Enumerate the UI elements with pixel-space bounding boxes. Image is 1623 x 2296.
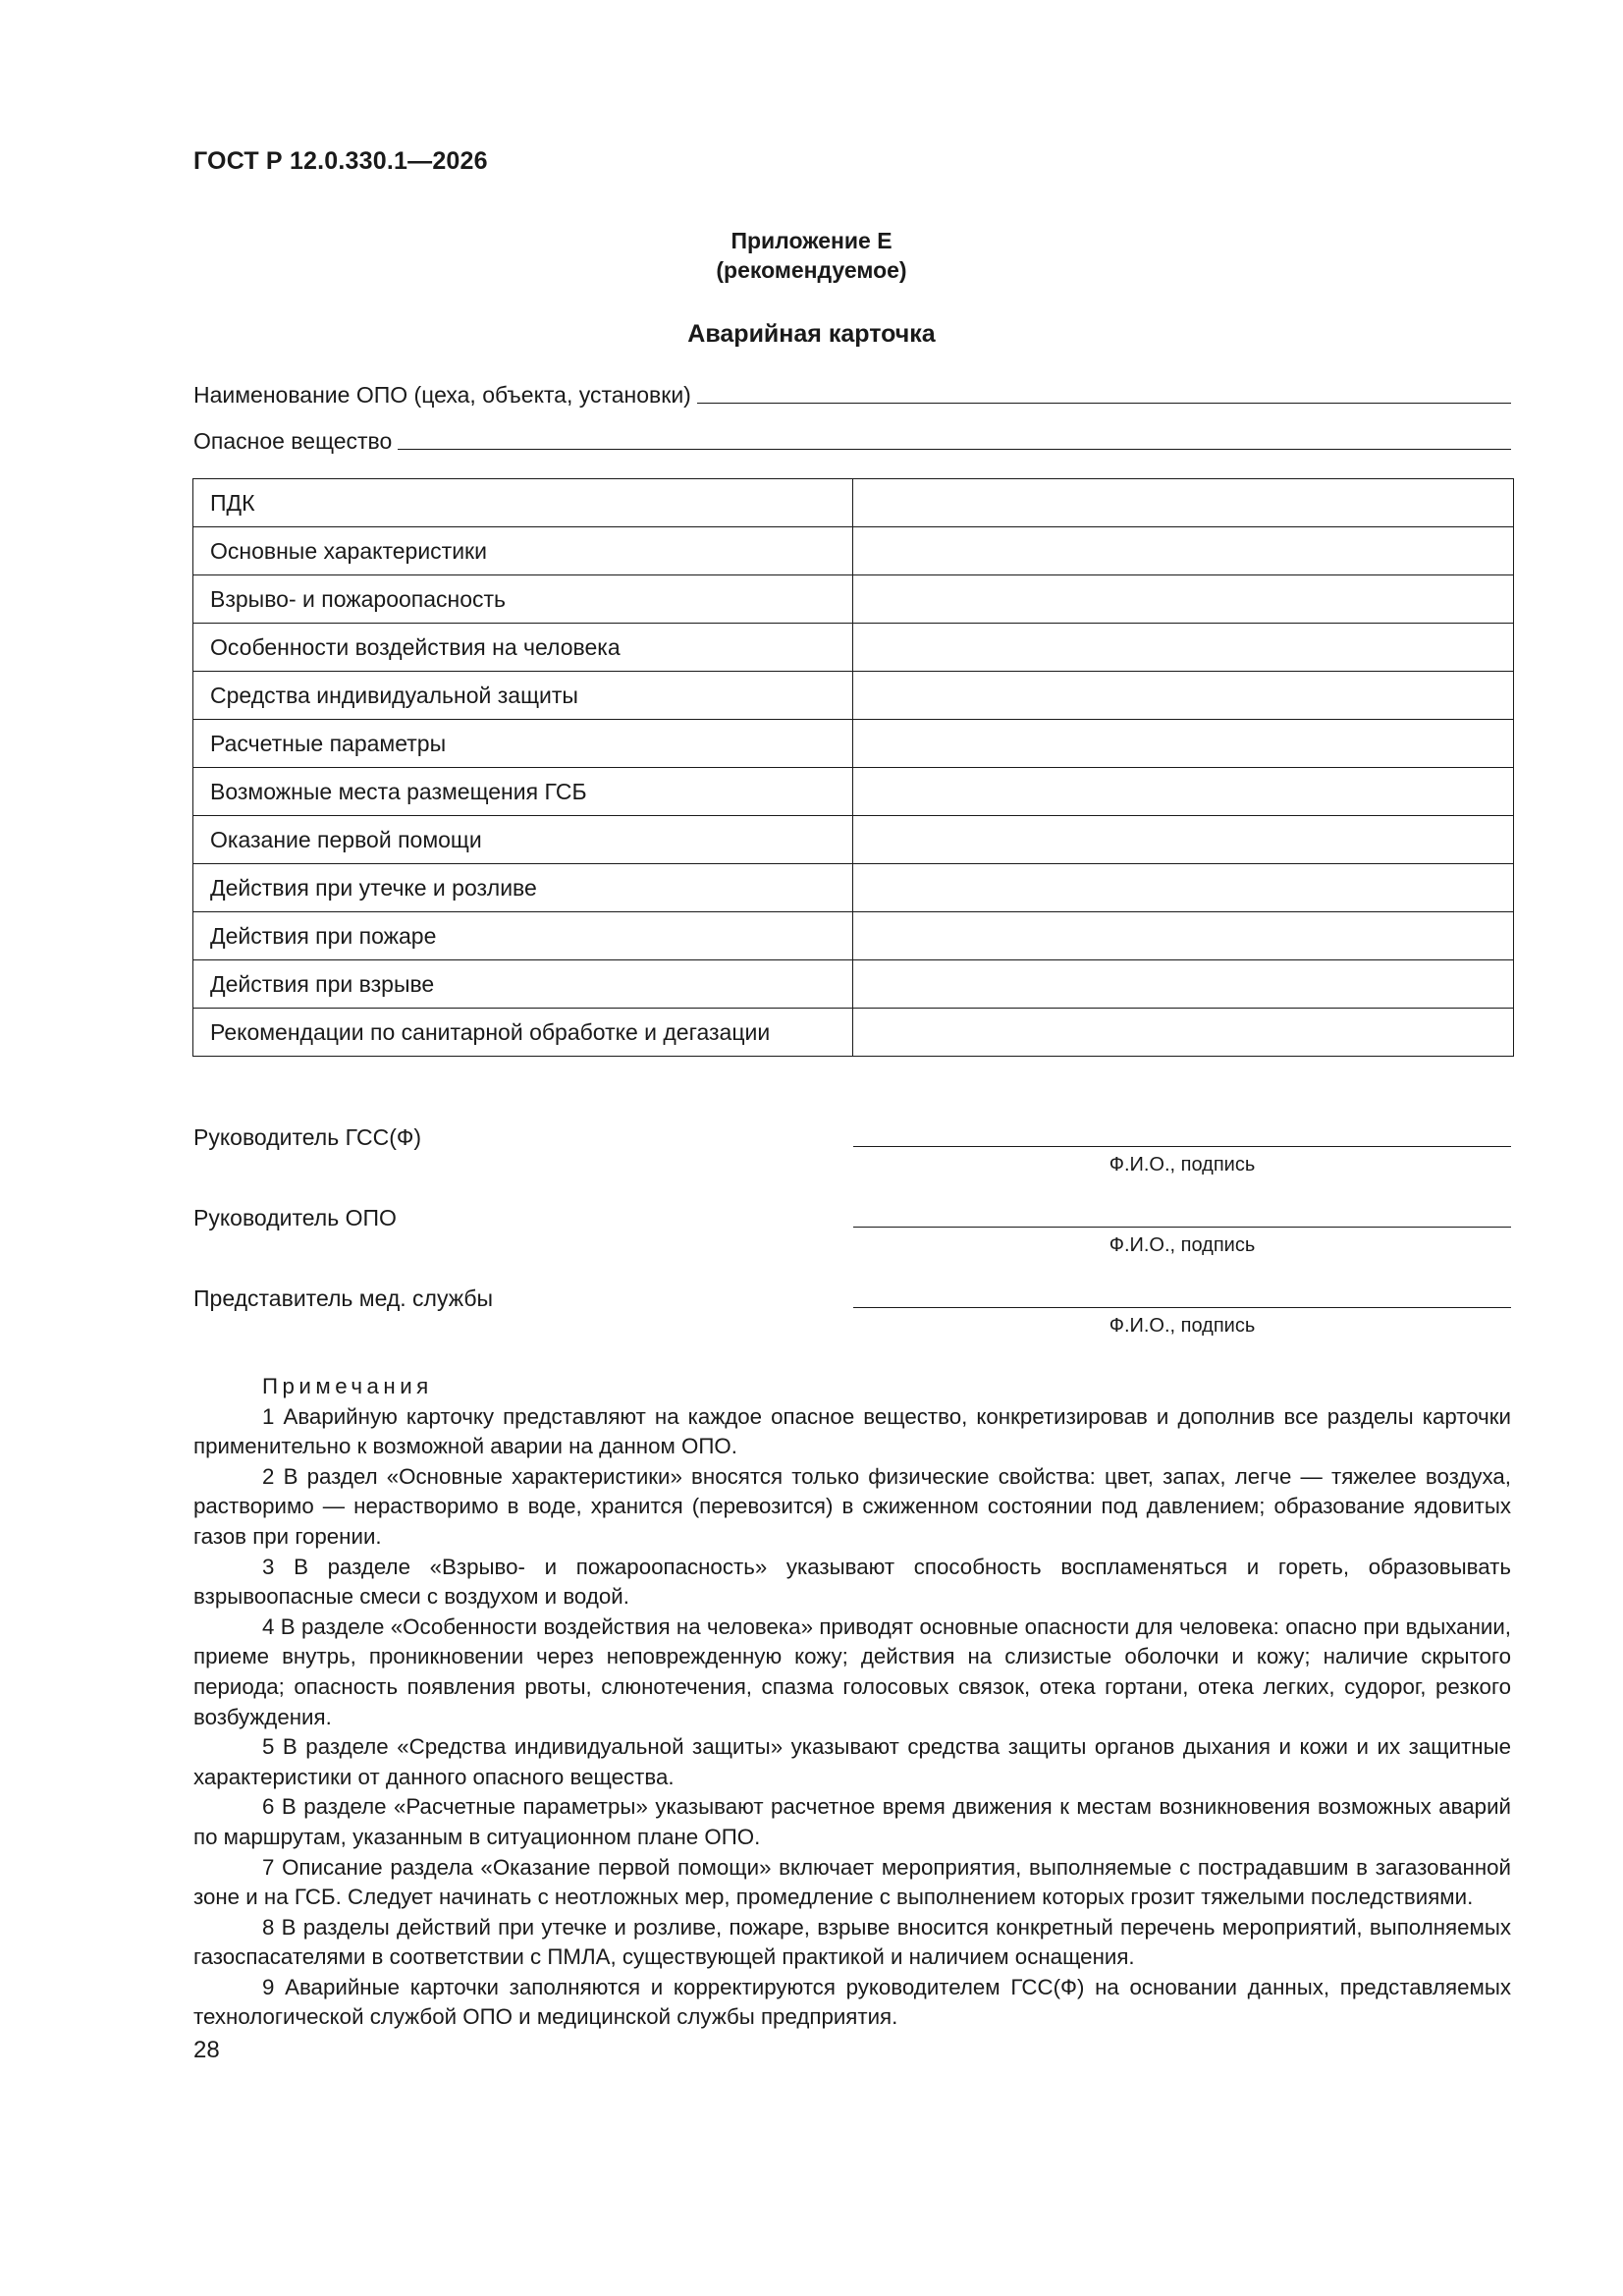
row-value-cell [853, 575, 1514, 624]
signature-label: Руководитель ОПО [193, 1205, 397, 1230]
table-row [193, 1009, 1514, 1057]
row-label: Основные характеристики [193, 527, 853, 575]
note-item: 2 В раздел «Основные характеристики» вносятся только физические свойства: цвет, запах, легче — тяжелее воздуха, растворимо — нерастворимо в воде, хранится (перевозится) в сжиженном состоянии под давлением; образование ядовитых газов при горении. [193, 1463, 1511, 1549]
note-item: 7 Описание раздела «Оказание первой помощи» включает мероприятия, выполняемые с пострадавшим в загазованной зоне и на ГСБ. Следует начинать с неотложных мер, промедление с выполнением которых грозит тяжелыми последствиями. [193, 1854, 1511, 1910]
signature-line [853, 1227, 1511, 1228]
table-row [193, 624, 1514, 672]
signature-label: Руководитель ГСС(Ф) [193, 1124, 422, 1150]
row-value-cell [853, 672, 1514, 720]
table-row [193, 575, 1514, 624]
card-title: Аварийная карточка [687, 320, 936, 348]
note-item: 6 В разделе «Расчетные параметры» указывают расчетное время движения к местам возникновения возможных аварий по маршрутам, указанным в ситуационном плане ОПО. [193, 1794, 1511, 1849]
row-label: Средства индивидуальной защиты [193, 672, 853, 720]
table-row [193, 479, 1514, 527]
row-value-cell [853, 720, 1514, 768]
note-item: 9 Аварийные карточки заполняются и корректируются руководителем ГСС(Ф) на основании данных, представляемых технологической службой ОПО и медицинской службы предприятия. [193, 1974, 1511, 2030]
appendix-subtitle: (рекомендуемое) [716, 257, 907, 283]
table-row [193, 864, 1514, 912]
row-value-cell [853, 960, 1514, 1009]
row-label: Оказание первой помощи [193, 816, 853, 864]
ops-name-field [193, 382, 1511, 409]
row-value-cell [853, 479, 1514, 527]
row-label: Взрыво- и пожароопасность [193, 575, 853, 624]
note-item: 5 В разделе «Средства индивидуальной защиты» указывают средства защиты органов дыхания и кожи и их защитные характеристики от данного опасного вещества. [193, 1734, 1511, 1789]
signature-caption: Ф.И.О., подпись [1109, 1234, 1256, 1256]
substance-label: Опасное вещество [193, 428, 393, 454]
signature-caption: Ф.И.О., подпись [1109, 1154, 1256, 1175]
appendix-title: Приложение Е [730, 228, 893, 253]
ops-name-label: Наименование ОПО (цеха, объекта, установки) [193, 382, 691, 408]
signature-line [853, 1307, 1511, 1308]
row-value-cell [853, 864, 1514, 912]
notes-heading: Примечания [262, 1374, 433, 1398]
row-label: Особенности воздействия на человека [193, 624, 853, 672]
note-item: 3 В разделе «Взрыво- и пожароопасность» указывают способность воспламеняться и гореть, образовывать взрывоопасные смеси с воздухом и водой. [193, 1554, 1511, 1610]
note-item: 4 В разделе «Особенности воздействия на человека» приводят основные опасности для человека: опасно при вдыхании, приеме внутрь, проникновении через неповрежденную кожу; действия на слизистые оболочки и кожу; наличие скрытого периода; опасность появления рвоты, слюнотечения, спазма голосовых связок, отека гортани, отека легких, судорог, резкого возбуждения. [193, 1613, 1511, 1729]
signature-label: Представитель мед. службы [193, 1285, 494, 1311]
row-label: Действия при утечке и розливе [193, 864, 853, 912]
table-row [193, 672, 1514, 720]
signature-line [853, 1146, 1511, 1147]
signature-block-ops-head [193, 1205, 1511, 1264]
ops-name-fill-line [697, 403, 1511, 404]
row-value-cell [853, 624, 1514, 672]
row-label: Рекомендации по санитарной обработке и дегазации [193, 1009, 853, 1057]
signature-block-medical [193, 1285, 1511, 1344]
table-row [193, 912, 1514, 960]
document-code: ГОСТ Р 12.0.330.1—2026 [193, 147, 488, 175]
note-item: 1 Аварийную карточку представляют на каждое опасное вещество, конкретизировав и дополнив все разделы карточки применительно к возможной аварии на данном ОПО. [193, 1403, 1511, 1459]
table-row [193, 768, 1514, 816]
table-row [193, 960, 1514, 1009]
emergency-card-table [192, 478, 1514, 1057]
notes-section [193, 1372, 1511, 2033]
table-row [193, 816, 1514, 864]
table-row [193, 527, 1514, 575]
substance-fill-line [398, 449, 1511, 450]
row-label: Действия при пожаре [193, 912, 853, 960]
row-value-cell [853, 768, 1514, 816]
substance-field [193, 428, 1511, 455]
signature-caption: Ф.И.О., подпись [1109, 1315, 1256, 1337]
row-value-cell [853, 912, 1514, 960]
page-number: 28 [193, 2037, 220, 2063]
row-label: Возможные места размещения ГСБ [193, 768, 853, 816]
note-item: 8 В разделы действий при утечке и розливе, пожаре, взрыве вносится конкретный перечень мероприятий, выполняемых газоспасателями в соответствии с ПМЛА, существующей практикой и наличием оснащения. [193, 1914, 1511, 1970]
row-value-cell [853, 816, 1514, 864]
table-row [193, 720, 1514, 768]
row-label: ПДК [193, 479, 853, 527]
row-value-cell [853, 1009, 1514, 1057]
row-label: Действия при взрыве [193, 960, 853, 1009]
row-label: Расчетные параметры [193, 720, 853, 768]
signature-block-rescue-head [193, 1124, 1511, 1183]
row-value-cell [853, 527, 1514, 575]
